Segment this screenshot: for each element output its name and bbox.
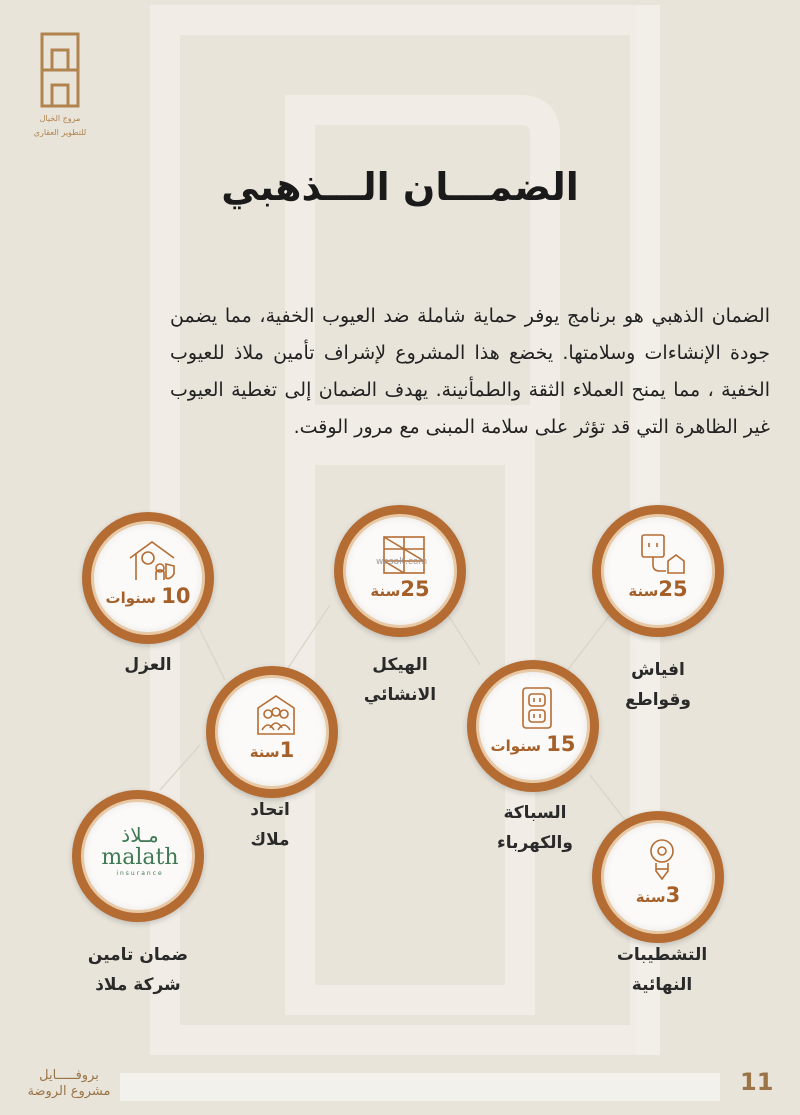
duration-unit: سنوات [105, 589, 157, 607]
outlet-icon [511, 686, 563, 730]
malath-logo [90, 824, 190, 877]
duration-text [479, 732, 587, 756]
label-malath [53, 940, 223, 1000]
label-sockets [573, 655, 743, 715]
footer-brand-line2: مشروع الروضة [27, 1084, 111, 1099]
duration-number: 15 [546, 732, 576, 756]
company-logo [30, 30, 90, 138]
logo-caption-line1: مروج الخيال [39, 114, 81, 123]
gear-pencil-icon [636, 837, 688, 881]
malath-logo-arabic: مـلاذ [121, 823, 159, 847]
watermark-text: wasalt.com [376, 557, 428, 567]
scaffold-structure-icon [378, 531, 430, 575]
duration-number: 1 [279, 738, 295, 762]
label-structure [315, 650, 485, 710]
power-socket-icon [636, 531, 688, 575]
duration-number: 3 [665, 883, 681, 907]
label-line: شركة ملاذ [95, 975, 181, 995]
duration-unit: سنة [635, 888, 666, 906]
duration-number: 25 [400, 577, 430, 601]
warranty-structure-circle [334, 505, 466, 637]
label-line: الهيكل [372, 655, 428, 675]
duration-text [218, 738, 326, 762]
insulation-house-icon [126, 538, 178, 582]
malath-logo-sub: insurance [116, 870, 164, 877]
label-line: والكهرباء [497, 833, 573, 853]
label-line: افياش [631, 660, 685, 680]
label-line: النهائية [631, 975, 693, 995]
duration-text [604, 577, 712, 601]
label-line: الانشائي [363, 685, 437, 705]
logo-mark-icon [38, 30, 82, 110]
label-line: التشطيبات [616, 945, 708, 965]
footer-brand-line1: بروفـــــايل [39, 1068, 99, 1083]
label-insulation [63, 650, 233, 680]
duration-number: 25 [658, 577, 688, 601]
label-plumbing-electric [450, 798, 620, 858]
duration-unit: سنوات [490, 737, 542, 755]
label-line: وقواطع [625, 690, 691, 710]
label-finishing [577, 940, 747, 1000]
footer-brand [14, 1068, 124, 1100]
warranty-sockets-circle [592, 505, 724, 637]
label-line: ضمان تامين [87, 945, 189, 965]
logo-caption-line2: للتطوير العقاري [33, 128, 87, 137]
warranty-insulation-circle [82, 512, 214, 644]
malath-logo-english: malath [101, 845, 179, 870]
duration-text [604, 883, 712, 907]
page-number: 11 [740, 1068, 774, 1096]
duration-text [346, 577, 454, 601]
duration-text [94, 584, 202, 608]
label-owners-union [185, 795, 355, 855]
label-line: اتحاد [250, 800, 290, 820]
label-line: العزل [124, 655, 172, 675]
duration-number: 10 [161, 584, 191, 608]
page-title: الضمـــان الـــذهبي [221, 165, 579, 209]
duration-unit: سنة [370, 582, 401, 600]
duration-unit: سنة [628, 582, 659, 600]
intro-paragraph: الضمان الذهبي هو برنامج يوفر حماية شاملة ضد العيوب الخفية، مما يضمن جودة الإنشاءات وسلامتها. يخضع هذا المشروع لإشراف تأمين ملاذ للعيوب الخفية ، مما يمنح العملاء الثقة والطمأنينة. يهدف الضمان إلى تغطية العيوب غير الظاهرة التي قد تؤثر على سلامة المبنى مع مرور الوقت. [170, 305, 770, 438]
duration-unit: سنة [249, 743, 280, 761]
label-line: السباكة [503, 803, 567, 823]
label-line: ملاك [250, 830, 290, 850]
footer-bar [120, 1073, 720, 1101]
owners-union-icon [250, 692, 302, 736]
